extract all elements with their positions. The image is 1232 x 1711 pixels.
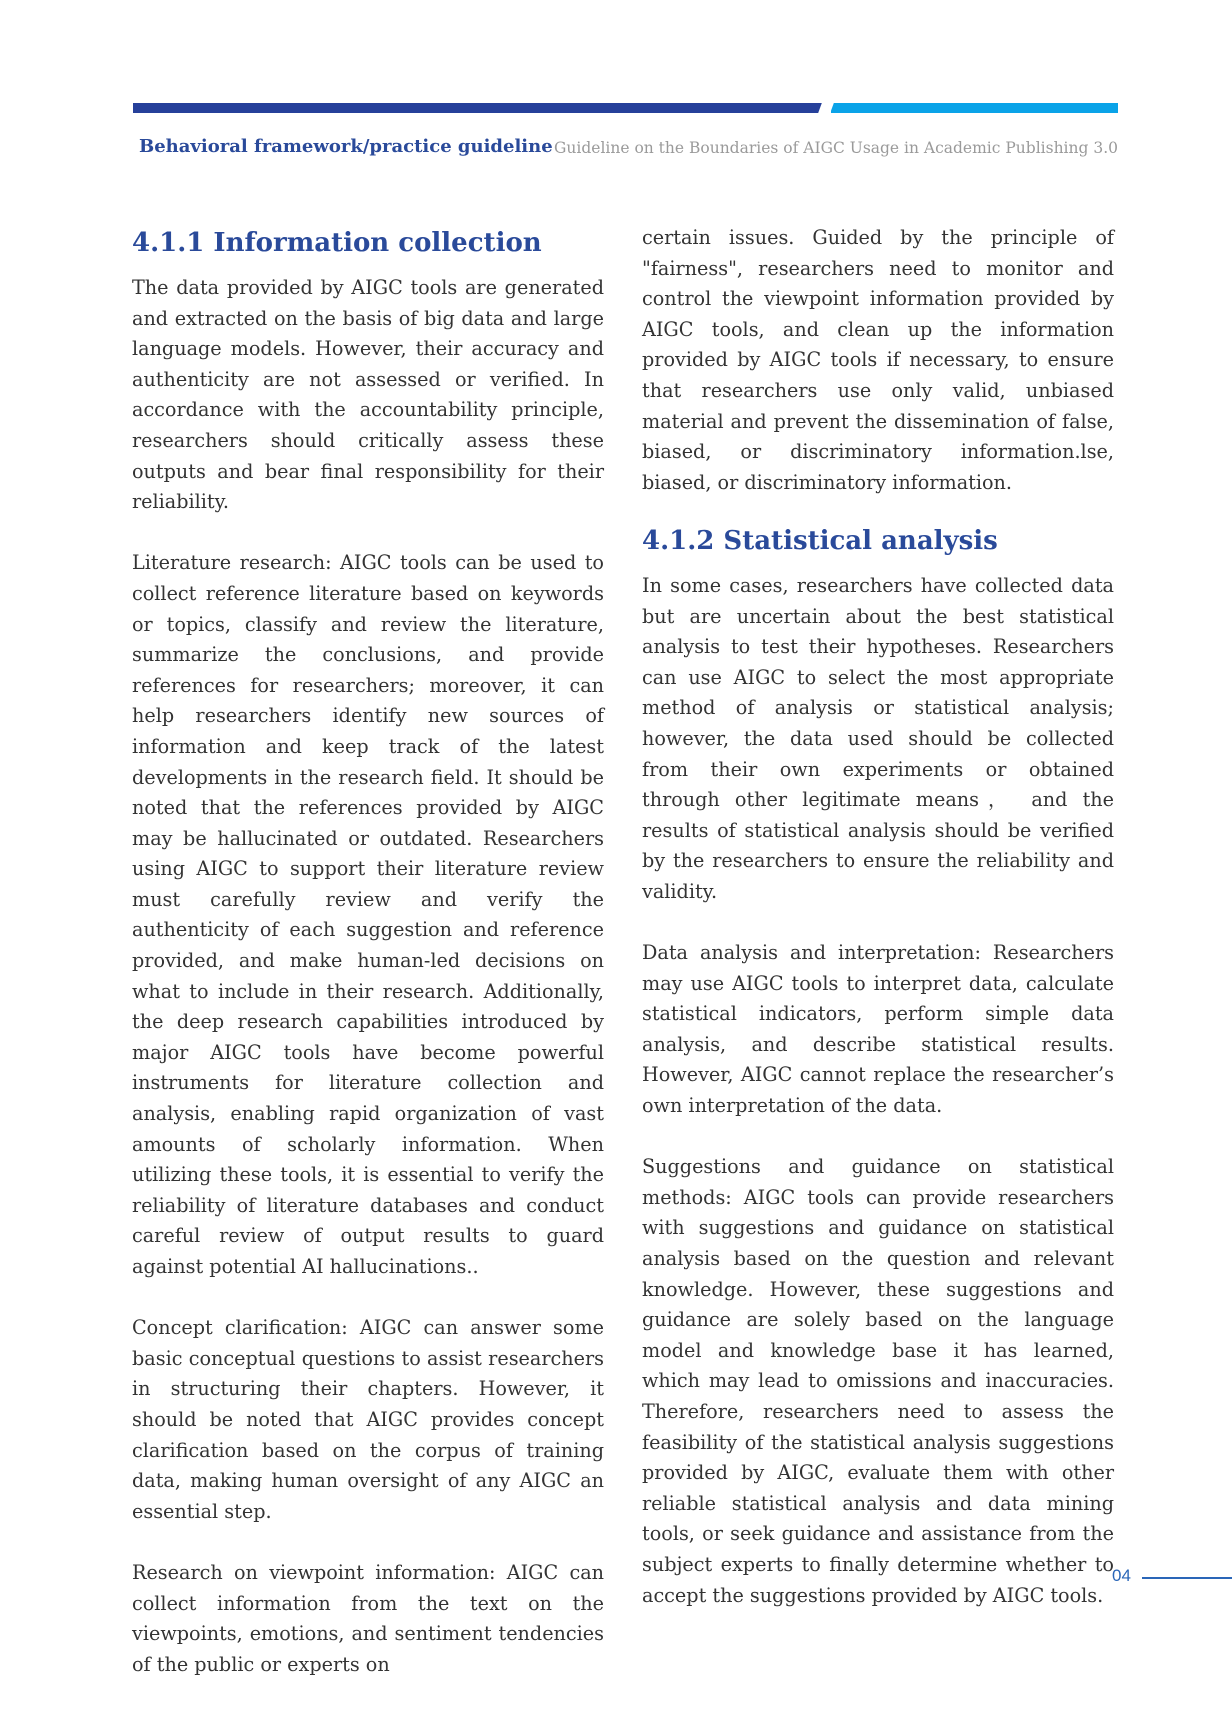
section-heading-information-collection: 4.1.1 Information collection bbox=[132, 228, 542, 258]
paragraph: Research on viewpoint information: AIGC can collect information from the text on the viewpoints, emotions, and sentiment tendencies of the public or experts on bbox=[132, 1560, 604, 1676]
left-column bbox=[132, 223, 604, 1711]
header-accent-bar-light bbox=[831, 103, 1118, 113]
page-number-rule bbox=[1142, 1577, 1232, 1579]
right-column bbox=[642, 223, 1114, 1642]
header-accent-bar-dark bbox=[133, 103, 825, 113]
paragraph: The data provided by AIGC tools are generated and extracted on the basis of big data and large language models. However, their accuracy and authenticity are not assessed or verified. In accordance with the accountability principle, researchers should critically assess these outputs and bear final responsibility for their reliability. bbox=[132, 276, 604, 514]
paragraph: Data analysis and interpretation: Researchers may use AIGC tools to interpret data, calculate statistical indicators, perform simple data analysis, and describe statistical results. However, AIGC cannot replace the researcher’s own interpretation of the data. bbox=[642, 941, 1114, 1118]
paragraph: Literature research: AIGC tools can be used to collect reference literature based on keywords or topics, classify and review the literature, summarize the conclusions, and provide references for researchers; moreover, it can help researchers identify new sources of information and keep track of the latest developments in the research field. It should be noted that the references provided by AIGC may be hallucinated or outdated. Researchers using AIGC to support their literature review must carefully review and verify the authenticity of each suggestion and reference provided, and make human-led decisions on what to include in their research. Additionally, the deep research capabilities introduced by major AIGC tools have become powerful instruments for literature collection and analysis, enabling rapid organization of vast amounts of scholarly information. When utilizing these tools, it is essential to verify the reliability of literature databases and conduct careful review of output results to guard against potential AI hallucinations.. bbox=[132, 551, 604, 1278]
paragraph: Concept clarification: AIGC can answer some basic conceptual questions to assist researchers in structuring their chapters. However, it should be noted that AIGC provides concept clarification based on the corpus of training data, making human oversight of any AIGC an essential step. bbox=[132, 1316, 604, 1523]
section-heading-statistical-analysis: 4.1.2 Statistical analysis bbox=[642, 525, 998, 556]
paragraph: In some cases, researchers have collected data but are uncertain about the best statistical analysis to test their hypotheses. Researchers can use AIGC to select the most appropriate method of analysis or statistical analysis; however, the data used should be collected from their own experiments or obtained through other legitimate means， and the results of statistical analysis should be verified by the researchers to ensure the reliability and validity. bbox=[642, 573, 1114, 903]
paragraph: Suggestions and guidance on statistical methods: AIGC tools can provide researchers with suggestions and guidance on statistical analysis based on the question and relevant knowledge. However, these suggestions and guidance are solely based on the language model and knowledge base it has learned, which may lead to omissions and inaccuracies. Therefore, researchers need to assess the feasibility of the statistical analysis suggestions provided by AIGC, evaluate them with other reliable statistical analysis and data mining tools, or seek guidance and assistance from the subject experts to finally determine whether to accept the suggestions provided by AIGC tools. bbox=[642, 1155, 1114, 1607]
running-header-section: Behavioral framework/practice guideline bbox=[139, 136, 553, 157]
page-number: 04 bbox=[1112, 1566, 1131, 1585]
paragraph-continuation: certain issues. Guided by the principle of "fairness", researchers need to monitor and control the viewpoint information provided by AIGC tools, and clean up the information provided by AIGC tools if necessary, to ensure that researchers use only valid, unbiased material and prevent the dissemination of false, biased, or discriminatory information.lse, biased, or discriminatory information. bbox=[642, 226, 1114, 494]
running-header-title: Guideline on the Boundaries of AIGC Usage in Academic Publishing 3.0 bbox=[554, 139, 1118, 157]
